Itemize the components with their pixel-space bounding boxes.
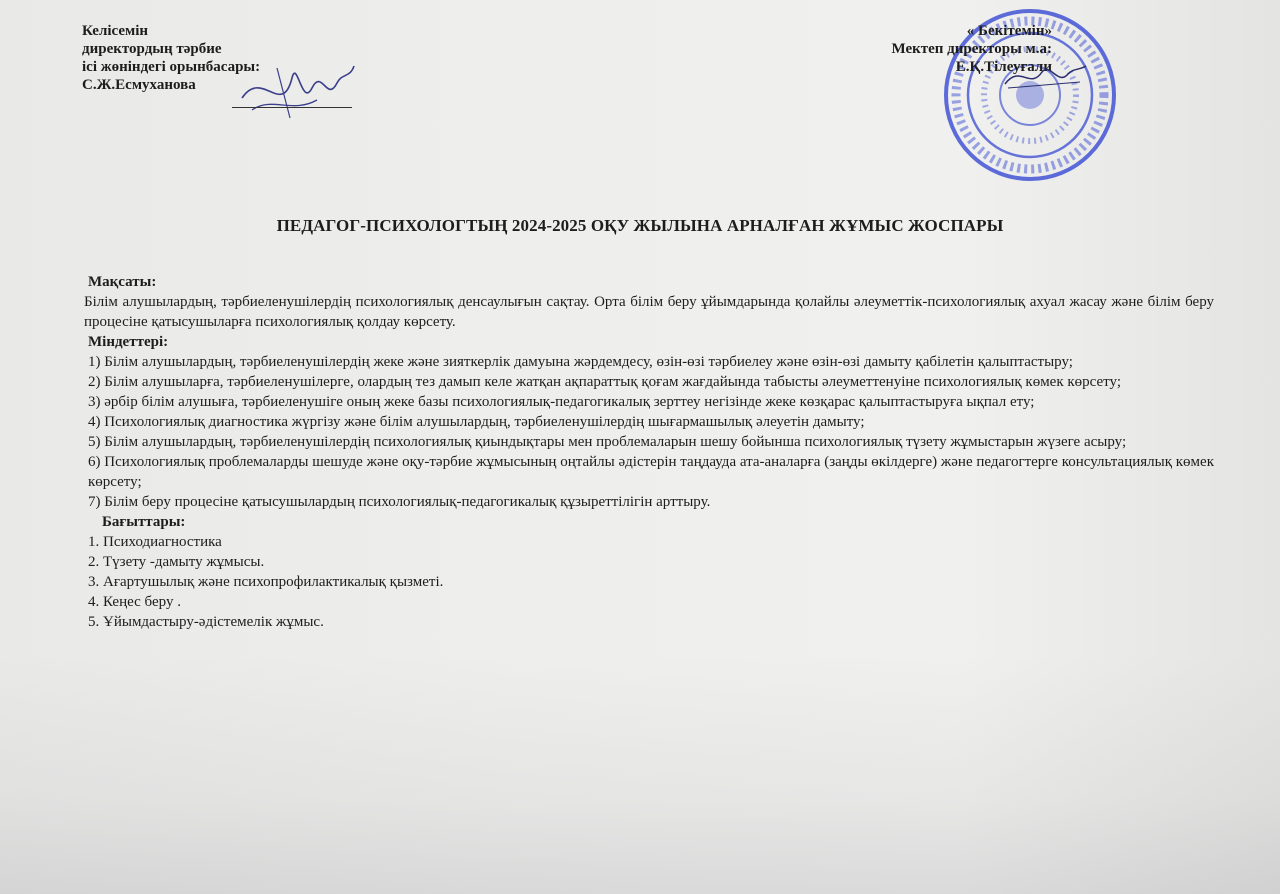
signature-right: [1000, 56, 1090, 96]
task-item: 6) Психологиялық проблемаларды шешуде және оқу-тәрбие жұмысының оңтайлы әдістерін таңдауда ата-аналарға (заңды өкілдерге) және педагогтерге консультациялық көмек көрсету;: [88, 454, 1214, 490]
approval-right-line-3: Е.Қ.Тілеуғали: [955, 59, 1052, 75]
approval-right-line-1: « Бекітемін»: [966, 23, 1052, 39]
task-item: 4) Психологиялық диагностика жүргізу және білім алушылардың, тәрбиеленушілердің шығармашылық әлеуетін дамыту;: [88, 414, 865, 430]
approval-left-line-2: директордың тәрбие: [82, 41, 222, 57]
task-item: 5) Білім алушылардың, тәрбиеленушілердің психологиялық қиындықтары мен проблемаларын шешу бойынша психологиялық түзету жұмыстарын жүзеге асыру;: [88, 434, 1127, 450]
tasks-heading: Міндеттері:: [88, 334, 169, 350]
signature-left: [232, 48, 362, 128]
direction-item: 5. Ұйымдастыру-әдістемелік жұмыс.: [88, 614, 324, 630]
approval-left-line-3: ісі жөніндегі орынбасары:: [82, 59, 261, 75]
directions-heading: Бағыттары:: [102, 514, 186, 530]
page-title: ПЕДАГОГ-ПСИХОЛОГТЫҢ 2024-2025 ОҚУ ЖЫЛЫНА АРНАЛҒАН ЖҰМЫС ЖОСПАРЫ: [276, 216, 1004, 235]
approval-left-line-1: Келісемін: [82, 23, 149, 39]
task-item: 1) Білім алушылардың, тәрбиеленушілердің жеке және зияткерлік дамуына жәрдемдесу, өзін-өзі тәрбиелеу және өзін-өзі дамыту қабілетін қалыптастыру;: [88, 354, 1073, 370]
goal-text: Білім алушылардың, тәрбиеленушілердің психологиялық денсаулығын сақтау. Орта білім беру ұйымдарында қолайлы әлеуметтік-психологиялық ахуал жасау және білім беру процесіне қатысушыларға психологиялық қолдау көрсету.: [84, 294, 1214, 330]
document-body: [84, 272, 1214, 632]
direction-item: 4. Кеңес беру .: [88, 594, 181, 610]
approval-left-line-4: С.Ж.Есмуханова: [82, 77, 196, 93]
direction-item: 2. Түзету -дамыту жұмысы.: [88, 554, 265, 570]
goal-heading: Мақсаты:: [88, 274, 157, 290]
signature-underline: [232, 107, 352, 108]
direction-item: 3. Ағартушылық және психопрофилактикалық қызметі.: [88, 574, 444, 590]
paper-shadow: [0, 654, 1280, 894]
task-item: 7) Білім беру процесіне қатысушылардың психологиялық-педагогикалық құзыреттілігін арттыру.: [88, 494, 711, 510]
approval-right-line-2: Мектеп директоры м.а:: [891, 41, 1052, 57]
task-item: 3) әрбір білім алушыға, тәрбиеленушіге оның жеке базы психологиялық-педагогикалық зерттеу негізінде жеке көзқарас қалыптастыруға ықпал ету;: [88, 394, 1035, 410]
task-item: 2) Білім алушыларға, тәрбиеленушілерге, олардың тез дамып келе жатқан ақпараттық қоғам жағдайында табысты әлеуметтенуіне психологиялық көмек көрсету;: [88, 374, 1121, 390]
direction-item: 1. Психодиагностика: [88, 534, 222, 550]
